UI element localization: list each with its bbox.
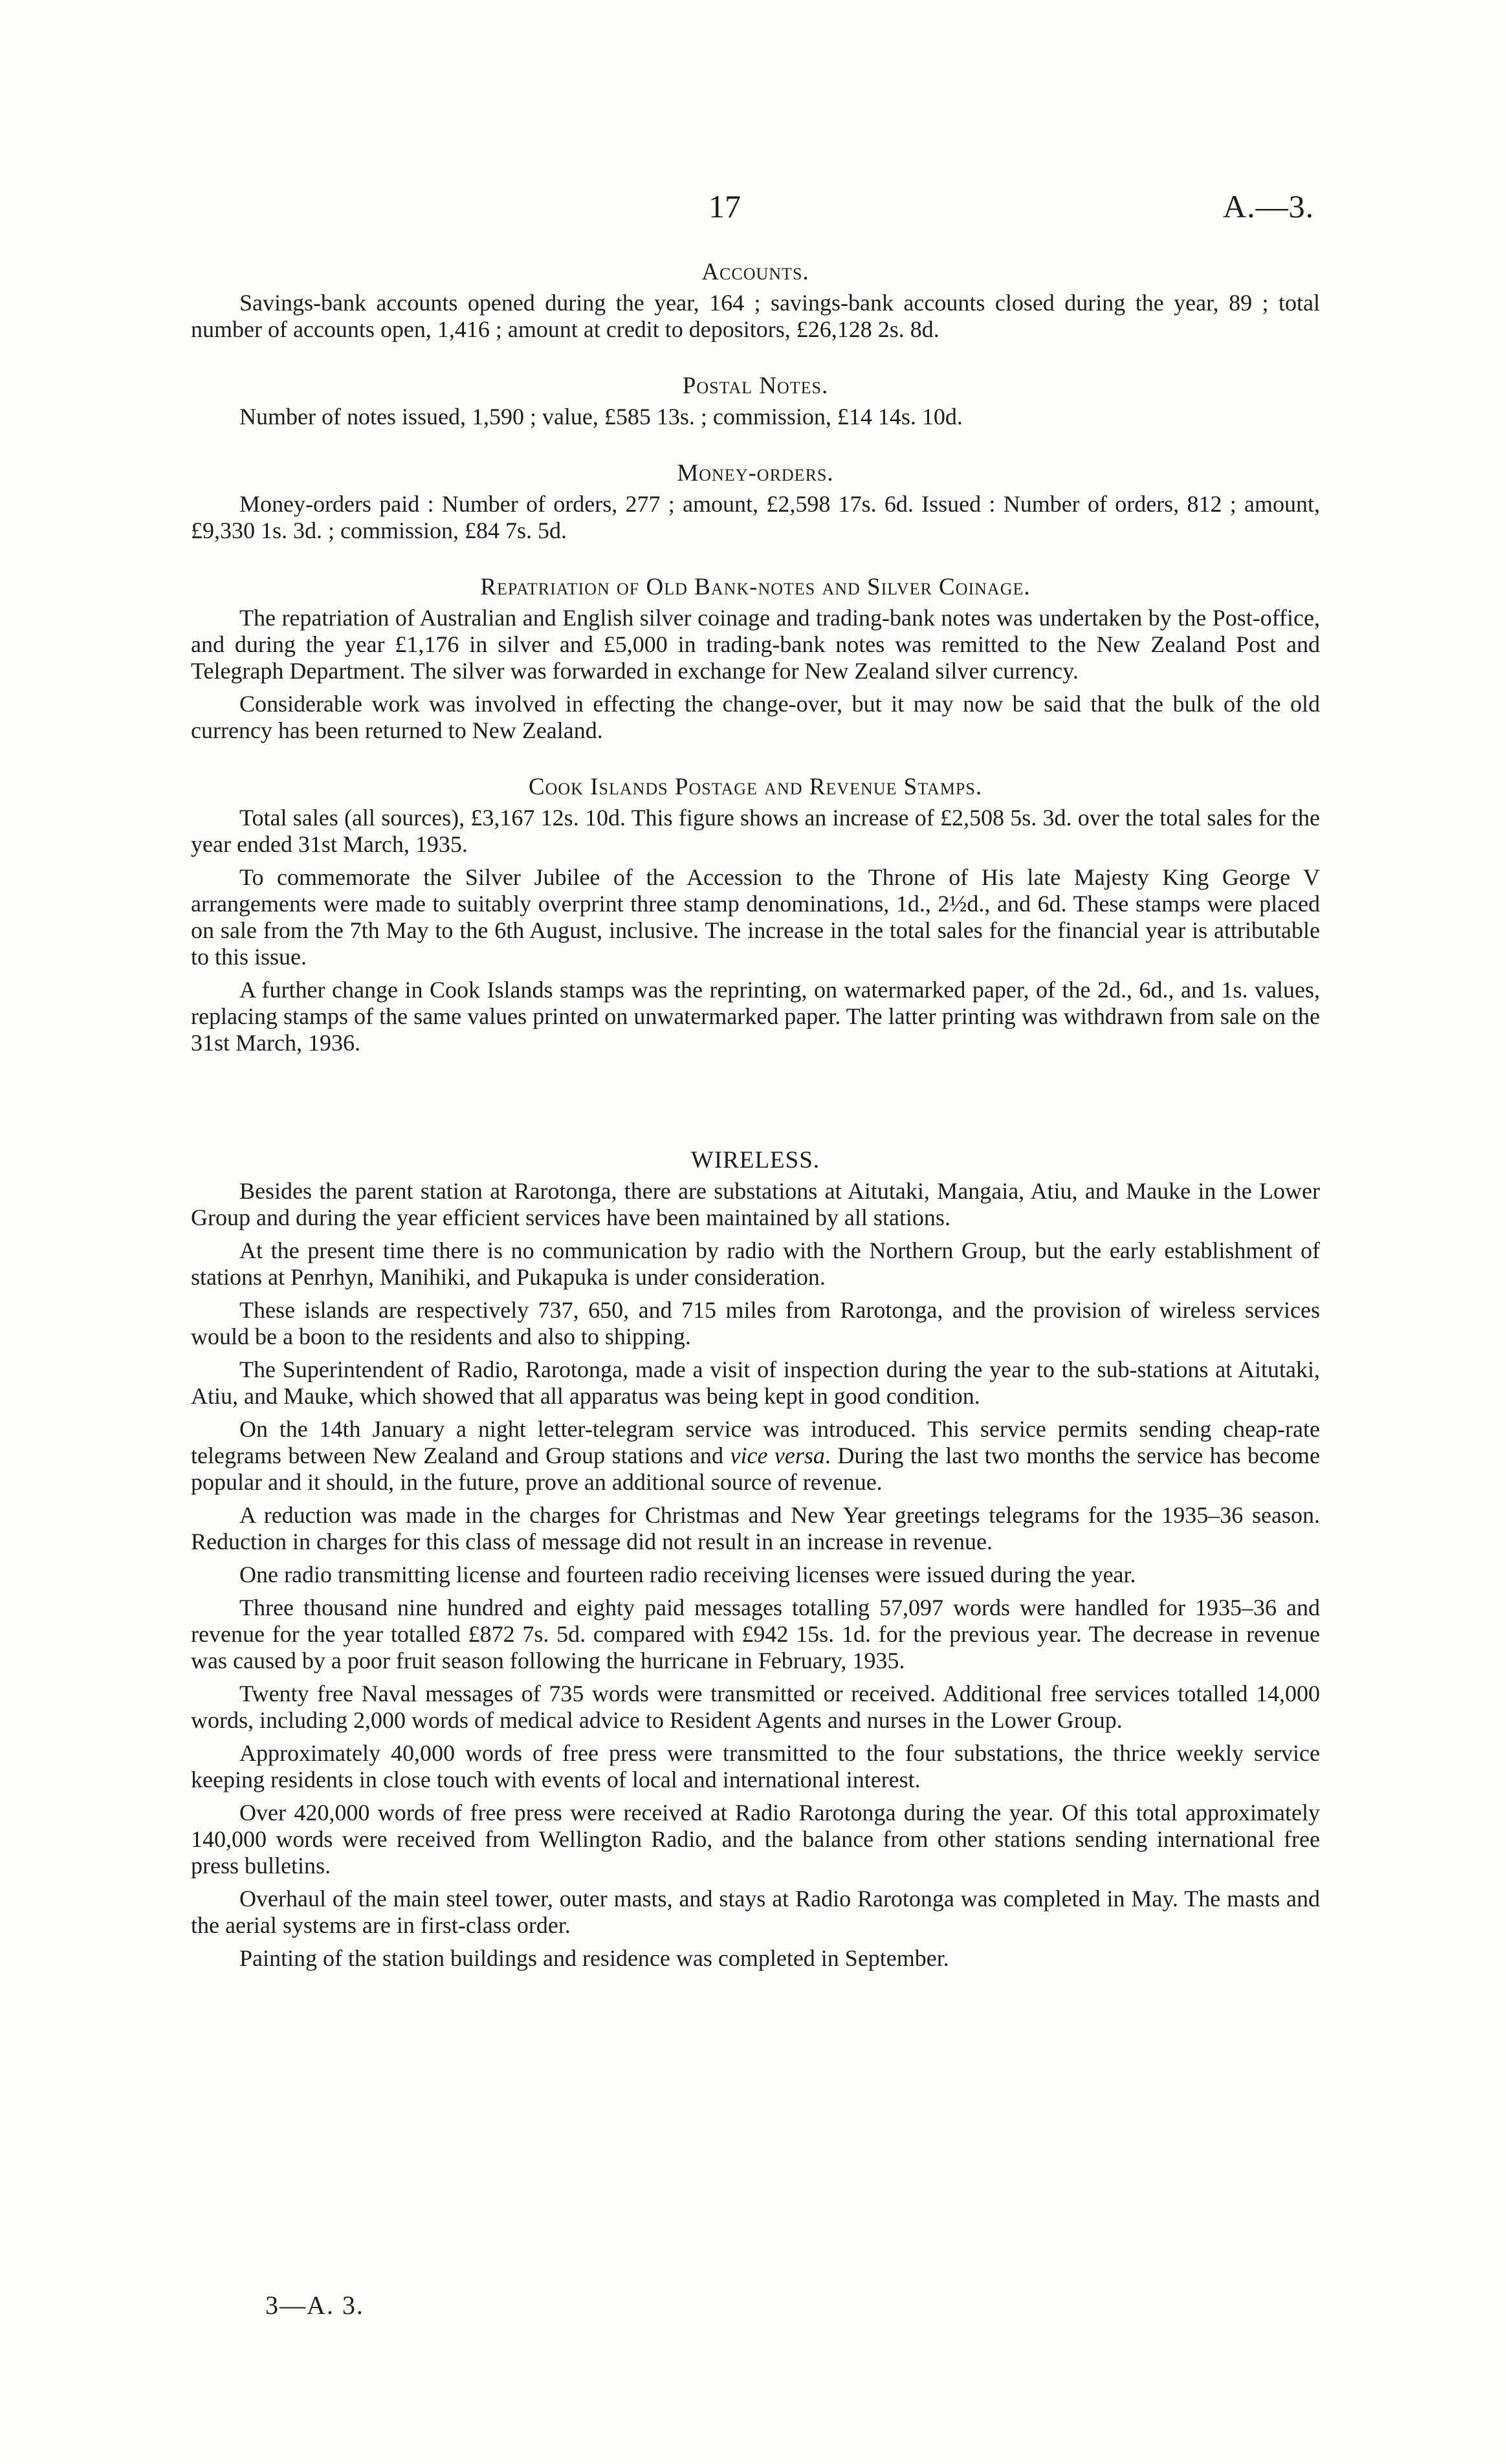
document-reference: A.—3. [1223, 188, 1315, 224]
paragraph: Overhaul of the main steel tower, outer masts, and stays at Radio Rarotonga was completed in May. The masts and the aerial systems are in first-class order. [191, 1886, 1320, 1938]
paragraph: Money-orders paid : Number of orders, 277 ; amount, £2,598 17s. 6d. Issued : Number of orders, 812 ; amount, £9,330 1s. 3d. ; commission, £84 7s. 5d. [191, 491, 1320, 543]
section-heading: Money-orders. [677, 460, 834, 486]
paragraph: Savings-bank accounts opened during the year, 164 ; savings-bank accounts closed during the year, 89 ; total number of accounts open, 1,416 ; amount at credit to depositors, £26,128 2s. 8d. [191, 290, 1320, 342]
paragraph: Three thousand nine hundred and eighty paid messages totalling 57,097 words were handled for 1935–36 and revenue for the year totalled £872 7s. 5d. compared with £942 15s. 1d. for the previous year. The decrease in revenue was caused by a poor fruit season following the hurricane in February, 1935. [191, 1595, 1320, 1674]
section-heading: Cook Islands Postage and Revenue Stamps. [528, 774, 983, 800]
page-number: 17 [709, 188, 741, 224]
paragraph: A reduction was made in the charges for Christmas and New Year greetings telegrams for the 1935–36 season. Reduction in charges for this class of message did not result in an increase in revenue. [191, 1502, 1320, 1554]
paragraph: These islands are respectively 737, 650, and 715 miles from Rarotonga, and the provision of wireless services would be a boon to the residents and also to shipping. [191, 1297, 1320, 1349]
section-accounts [191, 259, 1320, 343]
paragraph: The Superintendent of Radio, Rarotonga, made a visit of inspection during the year to the sub-stations at Aitutaki, Atiu, and Mauke, which showed that all apparatus was being kept in good condition. [191, 1357, 1320, 1409]
paragraph: Besides the parent station at Rarotonga, there are substations at Aitutaki, Mangaia, Atiu, and Mauke in the Lower Group and during the year efficient services have been maintained by all stations. [191, 1178, 1320, 1230]
paragraph [191, 1416, 1320, 1496]
section-heading: Accounts. [701, 259, 809, 285]
paragraph: Number of notes issued, 1,590 ; value, £585 13s. ; commission, £14 14s. 10d. [239, 404, 963, 430]
section-heading: Repatriation of Old Bank-notes and Silver Coinage. [480, 574, 1031, 600]
paragraph: Approximately 40,000 words of free press were transmitted to the four substations, the thrice weekly service keeping residents in close touch with events of local and international interest. [191, 1740, 1320, 1793]
footer-signature: 3—A. 3. [265, 2291, 364, 2320]
paragraph: Twenty free Naval messages of 735 words were transmitted or received. Additional free services totalled 14,000 words, including 2,000 words of medical advice to Resident Agents and nurses in the Lower Group. [191, 1681, 1320, 1733]
section-stamps [191, 774, 1320, 1056]
section-heading: Postal Notes. [682, 373, 829, 399]
paragraph: Considerable work was involved in effecting the change-over, but it may now be said that the bulk of the old currency has been returned to New Zealand. [191, 691, 1320, 743]
paragraph: One radio transmitting license and fourteen radio receiving licenses were issued during the year. [239, 1562, 1136, 1587]
paragraph: At the present time there is no communication by radio with the Northern Group, but the early establishment of stations at Penrhyn, Manihiki, and Pukapuka is under consideration. [191, 1237, 1320, 1290]
section-wireless [191, 1147, 1320, 1972]
paragraph: A further change in Cook Islands stamps was the reprinting, on watermarked paper, of the 2d., 6d., and 1s. values, replacing stamps of the same values printed on unwatermarked paper. The latter printing was withdrawn from sale on the 31st March, 1936. [191, 977, 1320, 1056]
italic-text: vice versa [730, 1443, 825, 1468]
document-body [191, 259, 1320, 1978]
paragraph: The repatriation of Australian and English silver coinage and trading-bank notes was undertaken by the Post-office, and during the year £1,176 in silver and £5,000 in trading-bank notes was remitted to the New Zealand Post and Telegraph Department. The silver was forwarded in exchange for New Zealand silver currency. [191, 605, 1320, 684]
paragraph: Over 420,000 words of free press were received at Radio Rarotonga during the year. Of this total approximately 140,000 words were received from Wellington Radio, and the balance from other stations sending international free press bulletins. [191, 1800, 1320, 1879]
section-heading: WIRELESS. [690, 1147, 820, 1173]
paragraph: Total sales (all sources), £3,167 12s. 10d. This figure shows an increase of £2,508 5s. 3d. over the total sales for the year ended 31st March, 1935. [191, 805, 1320, 857]
section-repatriation [191, 574, 1320, 744]
text-run: . During the last two months the service has become popular and it should, in the future, prove an additional source of revenue. [191, 1443, 1320, 1495]
section-postal-notes [191, 373, 1320, 430]
section-money-orders [191, 460, 1320, 544]
paragraph: To commemorate the Silver Jubilee of the Accession to the Throne of His late Majesty King George V arrangements were made to suitably overprint three stamp denominations, 1d., 2½d., and 6d. These stamps were placed on sale from the 7th May to the 6th August, inclusive. The increase in the total sales for the financial year is attributable to this issue. [191, 864, 1320, 970]
paragraph: Painting of the station buildings and residence was completed in September. [239, 1945, 949, 1971]
text-run: On the 14th January a night letter-telegram service was introduced. This service permits sending cheap-rate telegrams between New Zealand and Group stations and [191, 1416, 1320, 1468]
